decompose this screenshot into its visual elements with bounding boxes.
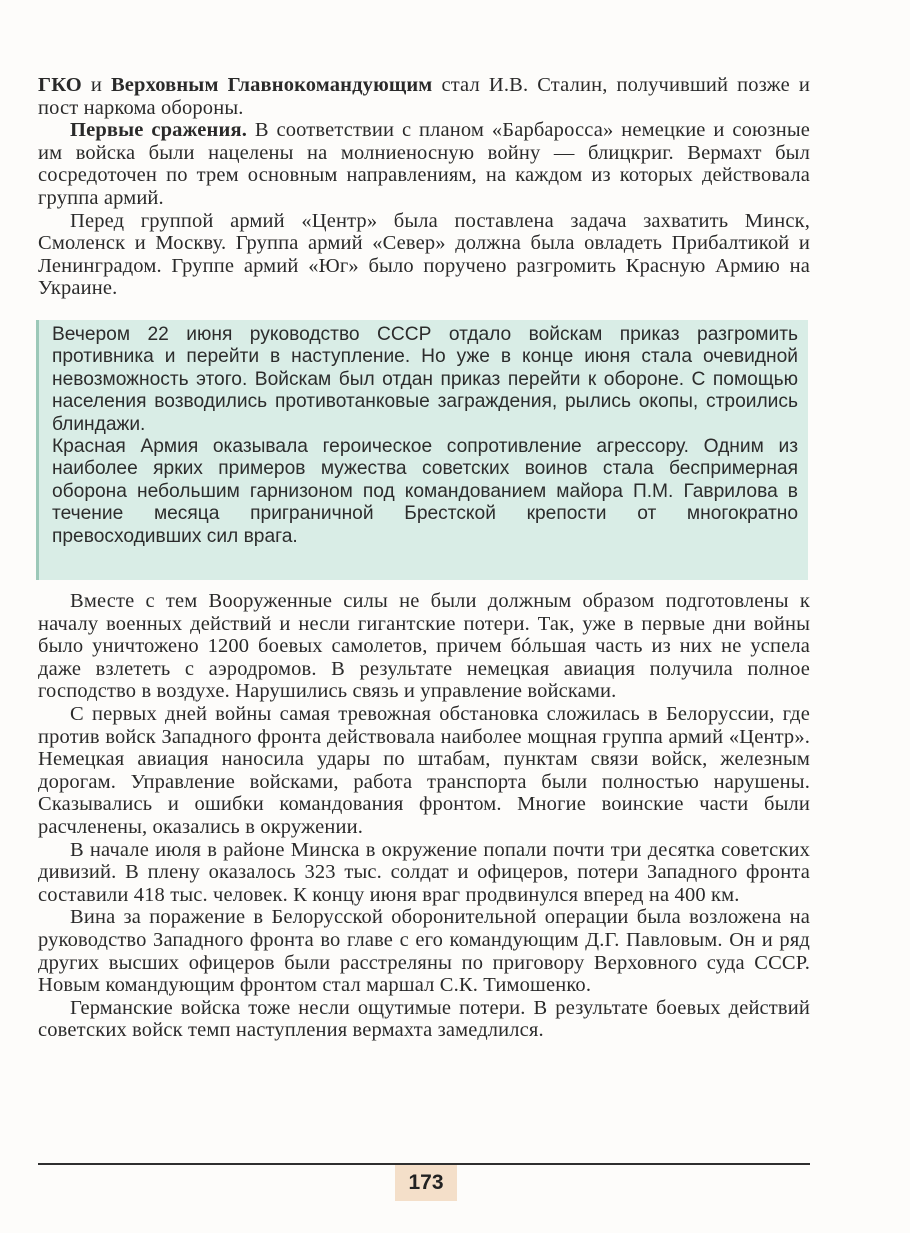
text-span: и bbox=[81, 74, 111, 96]
text-span: В соответствии с планом «Барбаросса» немецкие и союзные им войска были нацелены на молниеносную войну — блицкриг. Вермахт был сосредоточен по трем основным направлениям, на каждом из которых действовала группа армий. bbox=[38, 119, 811, 209]
paragraph: В начале июля в районе Минска в окружение попали почти три десятка советских дивизий. В плену оказалось 323 тыс. солдат и офицеров, потери Западного фронта составили 418 тыс. человек. К концу июня враг продвинулся вперед на 400 км. bbox=[38, 838, 810, 906]
text-span: стал И.В. Сталин, получивший позже и пост наркома обороны. bbox=[38, 74, 811, 119]
page-number: 173 bbox=[395, 1165, 457, 1201]
bottom-text-block bbox=[38, 590, 810, 1042]
paragraph: Вина за поражение в Белорусской оборонительной операции была возложена на руководство Западного фронта во главе с его командующим Д.Г. Павловым. Он и ряд других высших офицеров были расстреляны по приговору Верховного суда СССР. Новым командующим фронтом стал маршал С.К. Тимошенко. bbox=[38, 906, 810, 997]
top-text-block bbox=[38, 74, 810, 300]
highlight-paragraph: Красная Армия оказывала героическое сопротивление агрессору. Одним из наиболее ярких примеров мужества советских воинов стала беспримерная оборона небольшим гарнизоном под командованием майора П.М. Гаврилова в течение месяца приграничной Брестской крепости от многократно превосходивших сил врага. bbox=[52, 436, 798, 547]
paragraph bbox=[38, 119, 810, 209]
section-heading: Первые сражения. bbox=[70, 119, 247, 142]
bold-term: ГКО bbox=[38, 74, 82, 96]
highlight-paragraph: Вечером 22 июня руководство СССР отдало войскам приказ разгромить противника и перейти в наступление. Но уже в конце июня стала очевидной невозможность этого. Войскам был отдан приказ перейти к обороне. С помощью населения возводились противотанковые заграждения, рылись окопы, строились блиндажи. bbox=[52, 324, 798, 435]
paragraph: Германские войска тоже несли ощутимые потери. В результате боевых действий советских войск темп наступления вермахта замедлился. bbox=[38, 996, 810, 1042]
paragraph: С первых дней войны самая тревожная обстановка сложилась в Белоруссии, где против войск Западного фронта действовала наиболее мощная группа армий «Центр». Немецкая авиация наносила удары по штабам, пунктам связи войск, железным дорогам. Управление войсками, работа транспорта были полностью нарушены. Сказывались и ошибки командования фронтом. Многие воинские части были расчленены, оказались в окружении. bbox=[38, 702, 810, 838]
paragraph bbox=[38, 74, 810, 119]
bold-term: Верховным Главнокомандующим bbox=[110, 74, 433, 96]
paragraph: Перед группой армий «Центр» была поставлена задача захватить Минск, Смоленск и Москву. Группа армий «Север» должна была овладеть Прибалтикой и Ленинградом. Группе армий «Юг» было поручено разгромить Красную Армию на Украине. bbox=[38, 209, 810, 300]
highlight-box bbox=[36, 320, 808, 580]
paragraph: Вместе с тем Вооруженные силы не были должным образом подготовлены к началу военных действий и несли гигантские потери. Так, уже в первые дни войны было уничтожено 1200 боевых самолетов, причем бóльшая часть из них не успела даже взлететь с аэродромов. В результате немецкая авиация получила полное господство в воздухе. Нарушились связь и управление войсками. bbox=[38, 590, 810, 703]
